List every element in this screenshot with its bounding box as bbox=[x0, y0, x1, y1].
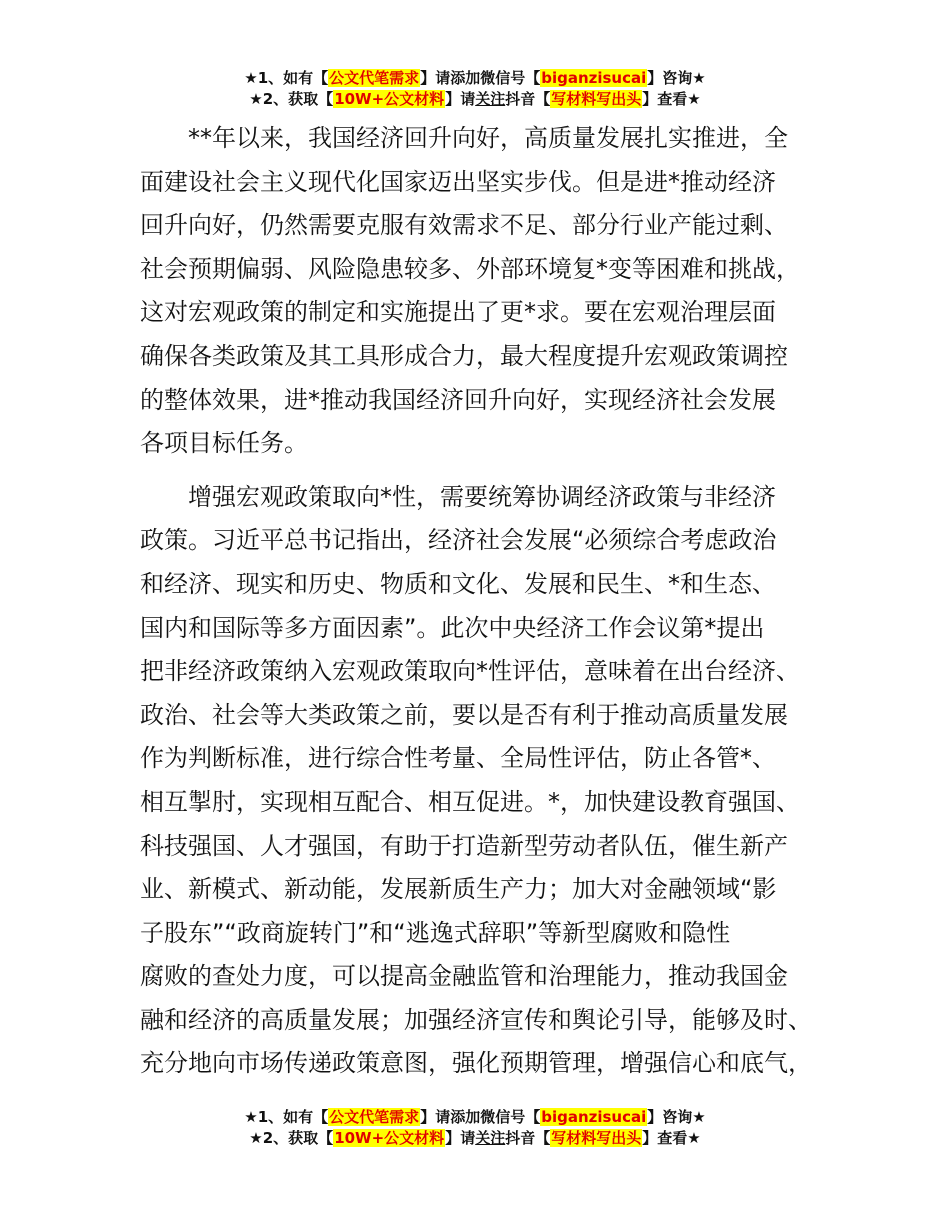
text-line: 的整体效果，进*推动我国经济回升向好，实现经济社会发展 bbox=[140, 385, 776, 414]
text-line: 确保各类政策及其工具形成合力，最大程度提升宏观政策调控 bbox=[140, 341, 788, 370]
text-line: 政策。习近平总书记指出，经济社会发展“必须综合考虑政治 bbox=[140, 526, 777, 555]
document-body bbox=[140, 117, 820, 1086]
banner-line1-middle: 】请添加微信号【 bbox=[420, 1108, 541, 1126]
text-line: 国内和国际等多方面因素”。此次中央经济工作会议第*提出 bbox=[140, 613, 765, 642]
text-line: 腐败的查处力度，可以提高金融监管和治理能力，推动我国金 bbox=[140, 962, 788, 991]
footer-banner bbox=[0, 1107, 950, 1149]
text-line: 充分地向市场传递政策意图，强化预期管理，增强信心和底气， bbox=[140, 1049, 812, 1078]
banner-line-1 bbox=[0, 1107, 950, 1128]
banner-line2-highlight-materials: 10W+公文材料 bbox=[334, 1129, 445, 1147]
text-line: 业、新模式、新动能，发展新质生产力；加大对金融领域“影 bbox=[140, 875, 777, 904]
banner-line1-highlight-service: 公文代笔需求 bbox=[329, 1108, 420, 1126]
text-line: 增强宏观政策取向*性，需要统筹协调经济政策与非经济 bbox=[188, 482, 776, 511]
banner-line2-prefix: ★2、获取【 bbox=[249, 1129, 334, 1147]
banner-line1-highlight-wechat: biganzisucai bbox=[541, 69, 647, 87]
banner-line2-highlight-materials: 10W+公文材料 bbox=[334, 90, 445, 108]
text-line: 面建设社会主义现代化国家迈出坚实步伐。但是进*推动经济 bbox=[140, 167, 776, 196]
banner-line1-prefix: ★1、如有【 bbox=[244, 69, 329, 87]
banner-line1-highlight-wechat: biganzisucai bbox=[541, 1108, 647, 1126]
banner-line2-suffix: 】查看★ bbox=[642, 1129, 701, 1147]
banner-line2-middle-a: 】请 bbox=[445, 90, 476, 108]
text-line: 把非经济政策纳入宏观政策取向*性评估，意味着在出台经济、 bbox=[140, 657, 800, 686]
text-line: 子股东”“政商旋转门”和“逃逸式辞职”等新型腐败和隐性 bbox=[140, 918, 731, 947]
text-line: 回升向好，仍然需要克服有效需求不足、部分行业产能过剩、 bbox=[140, 211, 788, 240]
banner-line1-prefix: ★1、如有【 bbox=[244, 1108, 329, 1126]
banner-line1-suffix: 】咨询★ bbox=[647, 1108, 706, 1126]
banner-line2-highlight-account: 写材料写出头 bbox=[551, 90, 642, 108]
banner-line2-suffix: 】查看★ bbox=[642, 90, 701, 108]
header-banner bbox=[0, 68, 950, 110]
text-line: 这对宏观政策的制定和实施提出了更*求。要在宏观治理层面 bbox=[140, 298, 776, 327]
paragraph-2 bbox=[140, 476, 820, 1086]
banner-line-1 bbox=[0, 68, 950, 89]
text-line: 相互掣肘，实现相互配合、相互促进。*，加快建设教育强国、 bbox=[140, 787, 800, 816]
banner-line2-middle-a: 】请 bbox=[445, 1129, 476, 1147]
text-line: 科技强国、人才强国，有助于打造新型劳动者队伍，催生新产 bbox=[140, 831, 788, 860]
text-line: 社会预期偏弱、风险隐患较多、外部环境复*变等困难和挑战， bbox=[140, 254, 800, 283]
text-line: 政治、社会等大类政策之前，要以是否有利于推动高质量发展 bbox=[140, 700, 788, 729]
banner-line-2 bbox=[0, 89, 950, 110]
banner-line1-middle: 】请添加微信号【 bbox=[420, 69, 541, 87]
text-line: 和经济、现实和历史、物质和文化、发展和民生、*和生态、 bbox=[140, 569, 776, 598]
banner-line2-follow: 关注 bbox=[475, 90, 506, 108]
text-line: 融和经济的高质量发展；加强经济宣传和舆论引导，能够及时、 bbox=[140, 1005, 812, 1034]
banner-line2-middle-b: 抖音【 bbox=[505, 90, 551, 108]
banner-line2-prefix: ★2、获取【 bbox=[249, 90, 334, 108]
banner-line2-middle-b: 抖音【 bbox=[505, 1129, 551, 1147]
banner-line-2 bbox=[0, 1128, 950, 1149]
banner-line2-highlight-account: 写材料写出头 bbox=[551, 1129, 642, 1147]
banner-line1-highlight-service: 公文代笔需求 bbox=[329, 69, 420, 87]
text-line: 各项目标任务。 bbox=[140, 429, 308, 458]
text-line: 作为判断标准，进行综合性考量、全局性评估，防止各管*、 bbox=[140, 744, 776, 773]
banner-line2-follow: 关注 bbox=[475, 1129, 506, 1147]
paragraph-1 bbox=[140, 117, 820, 466]
text-line: **年以来，我国经济回升向好，高质量发展扎实推进，全 bbox=[188, 124, 788, 152]
banner-line1-suffix: 】咨询★ bbox=[647, 69, 706, 87]
